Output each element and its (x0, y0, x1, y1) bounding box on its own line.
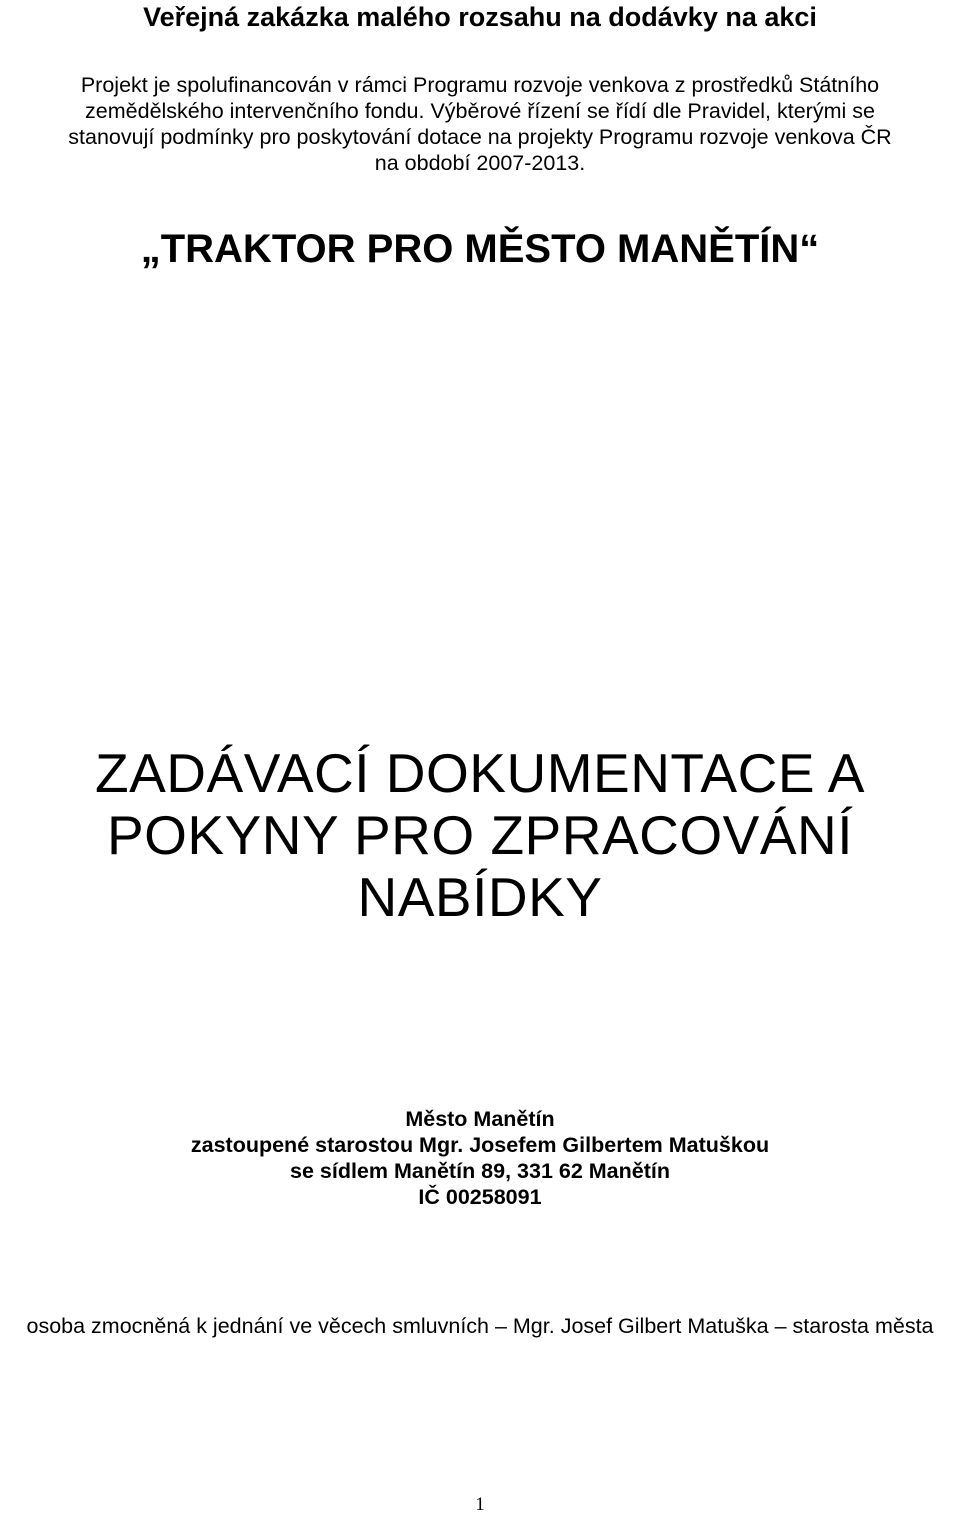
intro-line: stanovují podmínky pro poskytování dotace na projekty Programu rozvoje venkova ČR (68, 125, 892, 149)
authority-ico: IČ 00258091 (418, 1185, 542, 1209)
document-title-line: ZADÁVACÍ DOKUMENTACE A (95, 742, 865, 804)
authority-address: se sídlem Manětín 89, 331 62 Manětín (290, 1159, 670, 1183)
page-number: 1 (475, 1494, 485, 1515)
authority-representative: zastoupené starostou Mgr. Josefem Gilbertem Matuškou (190, 1133, 770, 1157)
document-title-line: NABÍDKY (357, 866, 603, 928)
intro-line: zemědělského intervenčního fondu. Výběrové řízení se řídí dle Pravidel, kterými se (85, 99, 875, 123)
intro-line: Projekt je spolufinancován v rámci Programu rozvoje venkova z prostředků Státního (80, 73, 880, 97)
header-title: Veřejná zakázka malého rozsahu na dodávky na akci (143, 2, 817, 32)
contracting-authority (0, 1106, 960, 1210)
authorized-person: osoba zmocněná k jednání ve věcech smluvních – Mgr. Josef Gilbert Matuška – starosta města (26, 1314, 934, 1338)
intro-paragraph (0, 72, 960, 176)
authority-name: Město Manětín (405, 1107, 555, 1131)
intro-line: na období 2007-2013. (374, 151, 586, 175)
document-title-line: POKYNY PRO ZPRACOVÁNÍ (106, 804, 854, 866)
document-title (0, 742, 960, 928)
project-title: „TRAKTOR PRO MĚSTO MANĚTÍN“ (140, 227, 820, 271)
